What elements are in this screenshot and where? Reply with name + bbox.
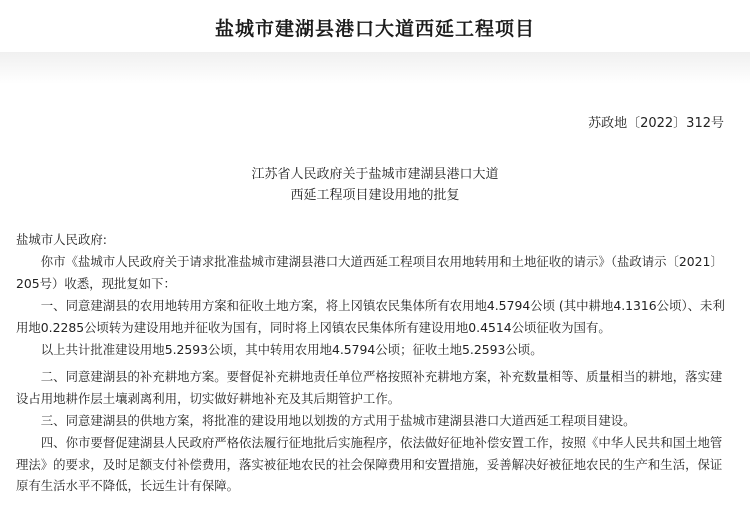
paragraph-item-1: 一、同意建湖县的农用地转用方案和征收土地方案，将上冈镇农民集体所有农用地4.5794公顷 (其中耕地4.1316公顷）、未利用地0.2285公顷转为建设用地并征收为国有，同时将上冈镇农民集体所有建设用地0.4514公顷征收为国有。 [16,298,725,335]
paragraph-item-4: 四、你市要督促建湖县人民政府严格依法履行征地批后实施程序，依法做好征地补偿安置工作，按照《中华人民共和国土地管理法》的要求，及时足额支付补偿费用，落实被征地农民的社会保障费用和安置措施，妥善解决好被征地农民的生产和生活，保证原有生活水平不降低，长远生计有保障。 [16,435,723,493]
title-divider [0,52,750,84]
paragraph-item-3: 三、同意建湖县的供地方案，将批准的建设用地以划拨的方式用于盐城市建湖县港口大道西延工程项目建设。 [40,413,636,428]
reply-heading-line-2: 西延工程项目建设用地的批复 [290,188,460,203]
paragraph-item-2: 二、同意建湖县的补充耕地方案。要督促补充耕地责任单位严格按照补充耕地方案，补充数量相等、质量相当的耕地，落实建设占用地耕作层土壤剥离利用，切实做好耕地补充及其后期管护工作。 [16,369,723,406]
salutation: 盐城市人民政府: [16,232,107,247]
reply-heading-line-1: 江苏省人民政府关于盐城市建湖县港口大道 [251,167,499,182]
paragraph-total: 以上共计批准建设用地5.2593公顷，其中转用农用地4.5794公顷；征收土地5.2593公顷。 [40,342,543,357]
document-number: 苏政地〔2022〕312号 [588,116,724,131]
page-title: 盐城市建湖县港口大道西延工程项目 [214,18,535,40]
paragraph-request: 你市《盐城市人民政府关于请求批准盐城市建湖县港口大道西延工程项目农用地转用和土地征收的请示》（盐政请示〔2021〕205号）收悉，现批复如下： [16,254,723,291]
